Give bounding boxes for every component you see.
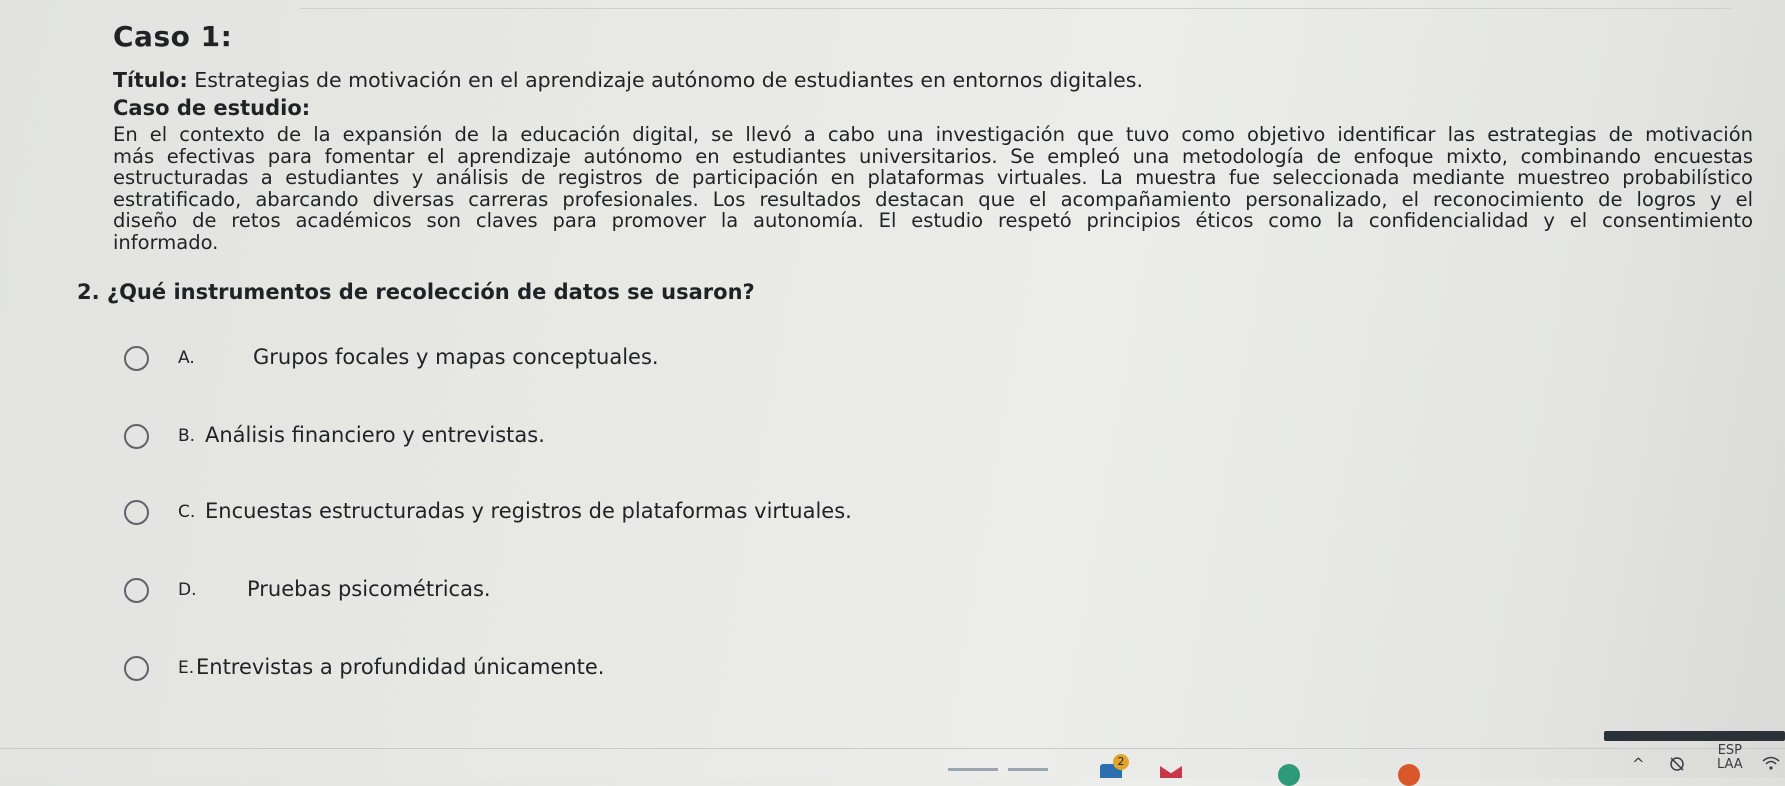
- taskbar-app-bar: [1008, 768, 1048, 771]
- app-icon-group[interactable]: [948, 760, 1068, 778]
- option-text: Grupos focales y mapas conceptuales.: [253, 345, 659, 369]
- subtitle-label: Título:: [113, 68, 188, 92]
- radio-button-e[interactable]: [124, 656, 149, 681]
- subtitle-text: Estrategias de motivación en el aprendizaje autónomo de estudiantes en entornos digitales.: [194, 68, 1143, 92]
- language-indicator[interactable]: [1717, 744, 1743, 772]
- wifi-icon[interactable]: [1762, 755, 1780, 775]
- option-letter: D.: [178, 580, 197, 600]
- cloud-sync-svg: [1668, 755, 1686, 771]
- option-letter: A.: [178, 348, 195, 368]
- option-a[interactable]: [120, 342, 1020, 376]
- wifi-svg: [1762, 755, 1780, 771]
- option-text: Análisis financiero y entrevistas.: [205, 423, 545, 447]
- option-letter: B.: [178, 426, 196, 446]
- option-text: Entrevistas a profundidad únicamente.: [196, 655, 605, 679]
- keyboard-layout: LAA: [1717, 757, 1743, 772]
- radio-button-b[interactable]: [124, 424, 149, 449]
- option-d[interactable]: [120, 574, 1020, 608]
- option-b[interactable]: [120, 420, 1020, 454]
- radio-button-d[interactable]: [124, 578, 149, 603]
- app-circle-icon: [1278, 764, 1300, 786]
- radio-button-a[interactable]: [124, 346, 149, 371]
- option-text: Encuestas estructuradas y registros de plataformas virtuales.: [205, 499, 852, 523]
- paragraph-line: más efectivas para fomentar el aprendizaje autónomo en estudiantes universitarios. Se empleó una metodología de enfoque mixto, combinando encuestas: [113, 144, 1753, 168]
- browser-app-icon[interactable]: [1278, 760, 1300, 778]
- taskbar-app-bar: [948, 768, 998, 771]
- language-code: ESP: [1717, 743, 1742, 758]
- case-title: Caso 1:: [113, 20, 233, 53]
- app-circle-icon: [1398, 764, 1420, 786]
- question-text: 2. ¿Qué instrumentos de recolección de datos se usaron?: [77, 280, 755, 304]
- top-divider: [300, 8, 1730, 9]
- option-letter: E.: [178, 658, 195, 678]
- option-letter: C.: [178, 502, 196, 522]
- mail-icon[interactable]: [1160, 760, 1182, 778]
- taskbar-dark-strip: [1604, 731, 1785, 741]
- paragraph-line: En el contexto de la expansión de la educación digital, se llevó a cabo una investigación que tuvo como objetivo identificar las estrategias de motivación: [113, 123, 1753, 146]
- chevron-up-icon[interactable]: ^: [1632, 755, 1645, 773]
- mail-shape: [1160, 766, 1182, 778]
- cloud-sync-icon[interactable]: [1668, 755, 1686, 775]
- taskbar: [0, 730, 1785, 778]
- taskbar-divider: [0, 748, 1785, 749]
- case-paragraph: [113, 124, 1753, 253]
- study-label: Caso de estudio:: [113, 96, 311, 120]
- option-e[interactable]: [120, 652, 1020, 686]
- paragraph-line: informado.: [113, 230, 219, 254]
- option-text: Pruebas psicométricas.: [247, 577, 491, 601]
- taskbar-app-icon[interactable]: [1100, 755, 1125, 778]
- media-app-icon[interactable]: [1398, 760, 1420, 778]
- paragraph-line: diseño de retos académicos son claves para promover la autonomía. El estudio respetó principios éticos como la confidencialidad y el consentimiento: [113, 209, 1753, 232]
- paragraph-line: estratificado, abarcando diversas carreras profesionales. Los resultados destacan que el acompañamiento personalizado, el reconocimiento de logros y el: [113, 187, 1753, 211]
- case-subtitle: [113, 68, 1143, 92]
- notification-badge: 2: [1113, 754, 1129, 770]
- paragraph-line: estructuradas a estudiantes y análisis de registros de participación en plataformas virtuales. La muestra fue seleccionada mediante muestreo probabilístico: [113, 166, 1753, 189]
- radio-button-c[interactable]: [124, 500, 149, 525]
- option-c[interactable]: [120, 496, 1020, 530]
